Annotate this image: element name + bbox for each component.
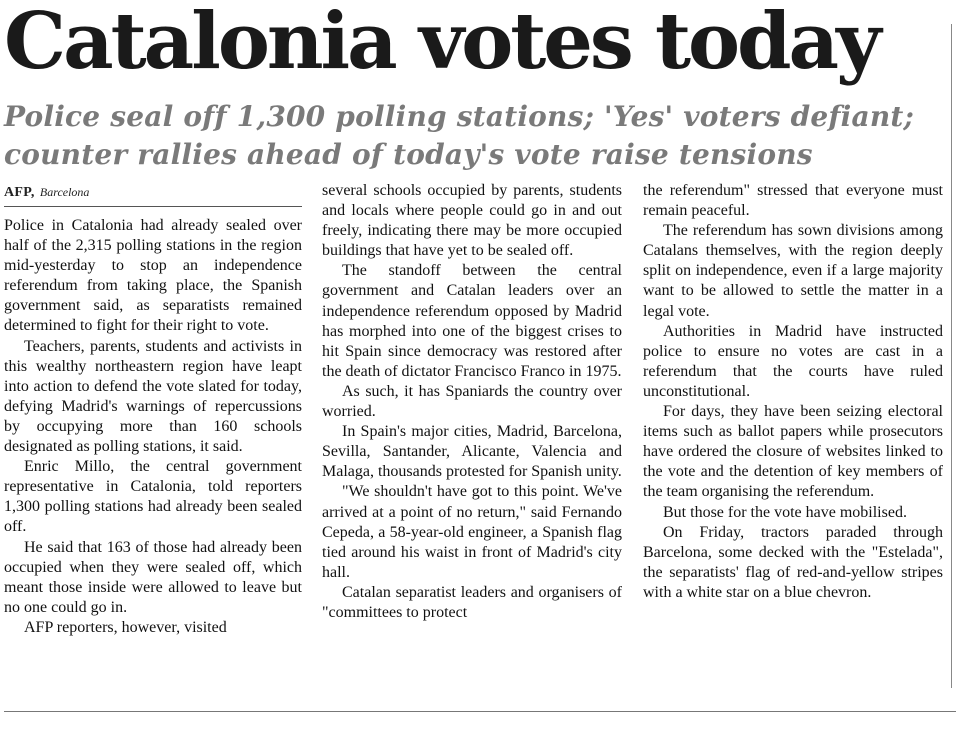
- byline: [4, 184, 89, 201]
- headline: Catalonia votes today: [4, 0, 879, 87]
- subheadline: [4, 98, 944, 174]
- byline-agency: AFP,: [4, 185, 35, 200]
- article-paragraph: The referendum has sown divisions among Catalans themselves, with the region deeply split on independence, even if a large majority want to be allowed to settle the matter in a legal vote.: [643, 222, 943, 320]
- article-paragraph: the referendum" stressed that everyone must remain peaceful.: [643, 182, 943, 220]
- article-paragraph: But those for the vote have mobilised.: [663, 503, 907, 521]
- article-paragraph: As such, it has Spaniards the country over worried.: [322, 382, 622, 421]
- article-paragraph: Teachers, parents, students and activists in this wealthy northeastern region have leapt into action to defend the vote slated for today, defying Madrid's warnings of repercussions by occupying more than 160 schools designated as polling stations, it said.: [4, 337, 302, 456]
- article-paragraph: Enric Millo, the central government representative in Catalonia, told reporters 1,300 polling stations had already been sealed off.: [4, 458, 302, 536]
- article-paragraph: AFP reporters, however, visited: [24, 618, 227, 636]
- article-paragraph: Police in Catalonia had already sealed over half of the 2,315 polling stations in the region mid-yesterday to stop an independence referendum from taking place, the Spanish government said, as separatists remained determined to fight for their right to vote.: [4, 217, 302, 335]
- subheadline-line-1: Police seal off 1,300 polling stations; 'Yes' voters defiant;: [4, 100, 915, 133]
- page-edge-rule: [951, 24, 952, 688]
- byline-dateline: Barcelona: [39, 185, 90, 199]
- article-column-1: [4, 216, 302, 638]
- article-paragraph: The standoff between the central government and Catalan leaders over an independence referendum opposed by Madrid has morphed into one of the biggest crises to hit Spain since democracy was restored after the death of dictator Francisco Franco in 1975.: [322, 262, 622, 380]
- bottom-rule: [4, 711, 956, 712]
- article-paragraph: On Friday, tractors paraded through Barcelona, some decked with the "Estelada", the separatists' flag of red-and-yellow stripes with a white star on a blue chevron.: [643, 523, 943, 601]
- article-paragraph: In Spain's major cities, Madrid, Barcelona, Sevilla, Santander, Alicante, Valencia and Malaga, thousands protested for Spanish unity.: [322, 423, 622, 481]
- article-column-3: [643, 181, 943, 603]
- byline-divider: [4, 206, 302, 207]
- article-paragraph: several schools occupied by parents, students and locals where people could go in and out freely, indicating there may be more occupied buildings that have yet to be sealed off.: [322, 182, 622, 260]
- article-paragraph: "We shouldn't have got to this point. We've arrived at a point of no return," said Fernando Cepeda, a 58-year-old engineer, a Spanish flag tied around his waist in front of Madrid's city hall.: [322, 483, 622, 581]
- article-paragraph: Catalan separatist leaders and organisers of "committees to protect: [322, 583, 622, 621]
- subheadline-line-2: counter rallies ahead of today's vote raise tensions: [4, 138, 813, 171]
- article-paragraph: For days, they have been seizing electoral items such as ballot papers while prosecutors have ordered the closure of websites linked to the vote and the detention of key members of the team organising the referendum.: [643, 403, 943, 501]
- article-paragraph: He said that 163 of those had already been occupied when they were sealed off, which meant those inside were allowed to leave but no one could go in.: [4, 538, 302, 616]
- article-paragraph: Authorities in Madrid have instructed police to ensure no votes are cast in a referendum that the courts have ruled unconstitutional.: [643, 322, 943, 400]
- article-column-2: [322, 181, 622, 623]
